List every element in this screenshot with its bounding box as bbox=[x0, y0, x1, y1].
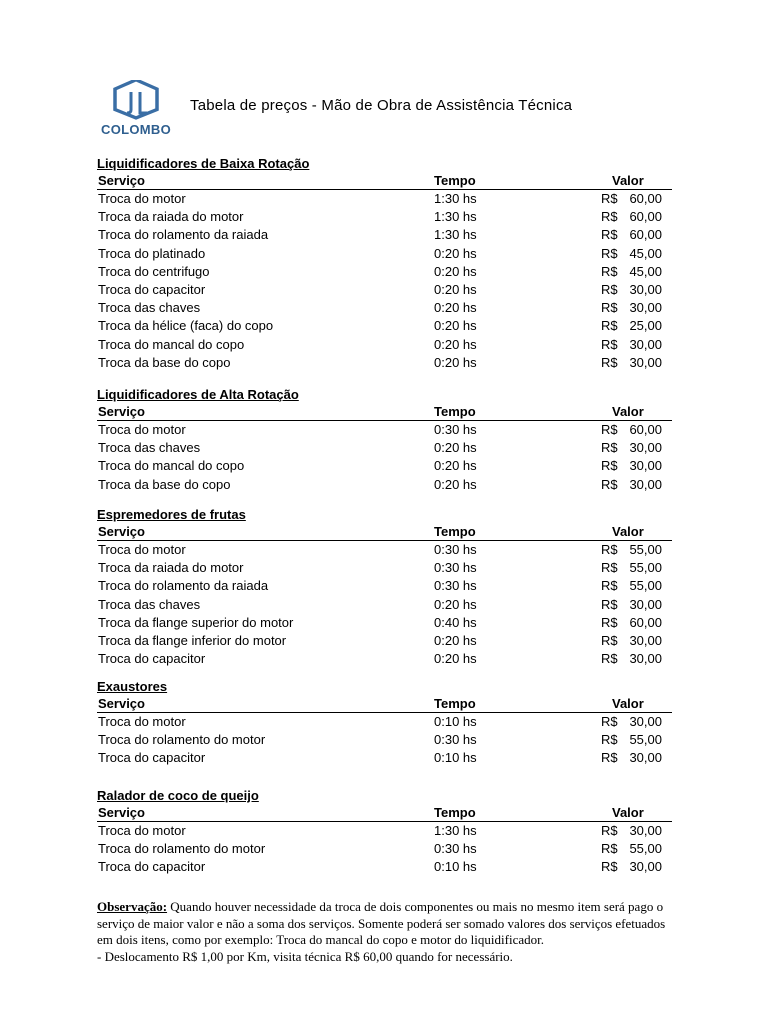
table-row bbox=[97, 541, 672, 559]
service-cell: Troca do motor bbox=[98, 714, 186, 729]
service-cell: Troca do centrifugo bbox=[98, 263, 210, 279]
table-row bbox=[97, 190, 672, 208]
service-cell: Troca das chaves bbox=[98, 596, 201, 612]
currency-cell: R$ bbox=[601, 245, 618, 261]
service-cell: Troca do motor bbox=[98, 191, 186, 206]
table-row bbox=[97, 632, 672, 650]
time-cell: 0:30 hs bbox=[434, 560, 477, 576]
value-cell: 30,00 bbox=[629, 458, 662, 474]
service-cell: Troca do capacitor bbox=[98, 859, 206, 875]
service-cell: Troca do rolamento da raiada bbox=[98, 578, 269, 594]
colombo-hexagon-icon bbox=[110, 80, 162, 124]
price-section bbox=[97, 506, 672, 668]
time-cell: 0:20 hs bbox=[434, 440, 477, 456]
time-cell: 1:30 hs bbox=[434, 191, 477, 206]
header-service: Serviço bbox=[98, 173, 145, 188]
table-row bbox=[97, 354, 672, 372]
time-cell: 0:10 hs bbox=[434, 714, 477, 729]
header-value: Valor bbox=[612, 805, 644, 820]
table-header bbox=[97, 172, 672, 190]
table-row bbox=[97, 421, 672, 439]
logo-text: COLOMBO bbox=[101, 122, 171, 137]
currency-cell: R$ bbox=[601, 458, 618, 474]
time-cell: 1:30 hs bbox=[434, 209, 477, 225]
section-title: Espremedores de frutas bbox=[97, 507, 246, 522]
table-row bbox=[97, 596, 672, 614]
currency-cell: R$ bbox=[601, 614, 618, 630]
header-value: Valor bbox=[612, 524, 644, 539]
value-cell: 55,00 bbox=[629, 732, 662, 748]
value-cell: 30,00 bbox=[629, 281, 662, 297]
currency-cell: R$ bbox=[601, 440, 618, 456]
table-row bbox=[97, 263, 672, 281]
time-cell: 1:30 hs bbox=[434, 823, 477, 838]
currency-cell: R$ bbox=[601, 632, 618, 648]
time-cell: 0:20 hs bbox=[434, 300, 477, 316]
currency-cell: R$ bbox=[601, 191, 618, 206]
time-cell: 0:20 hs bbox=[434, 354, 477, 370]
time-cell: 0:20 hs bbox=[434, 651, 477, 667]
price-section bbox=[97, 386, 672, 494]
value-cell: 55,00 bbox=[629, 542, 662, 557]
time-cell: 0:20 hs bbox=[434, 318, 477, 334]
observation-note: - Deslocamento R$ 1,00 por Km, visita técnica R$ 60,00 quando for necessário. bbox=[97, 948, 513, 964]
table-row bbox=[97, 476, 672, 494]
table-row bbox=[97, 281, 672, 299]
header-service: Serviço bbox=[98, 696, 145, 711]
time-cell: 0:40 hs bbox=[434, 614, 477, 630]
section-title: Liquidificadores de Baixa Rotação bbox=[97, 156, 310, 171]
table-header bbox=[97, 804, 672, 822]
price-section bbox=[97, 678, 672, 768]
header-value: Valor bbox=[612, 696, 644, 711]
table-row bbox=[97, 457, 672, 475]
value-cell: 30,00 bbox=[629, 440, 662, 456]
table-header bbox=[97, 403, 672, 421]
service-cell: Troca da raiada do motor bbox=[98, 209, 244, 225]
time-cell: 0:30 hs bbox=[434, 841, 477, 857]
time-cell: 0:20 hs bbox=[434, 245, 477, 261]
service-cell: Troca do rolamento do motor bbox=[98, 841, 266, 857]
header-service: Serviço bbox=[98, 524, 145, 539]
currency-cell: R$ bbox=[601, 841, 618, 857]
table-row bbox=[97, 713, 672, 731]
time-cell: 0:20 hs bbox=[434, 336, 477, 352]
section-title: Exaustores bbox=[97, 679, 168, 694]
value-cell: 60,00 bbox=[629, 191, 662, 206]
header-time: Tempo bbox=[434, 173, 476, 188]
currency-cell: R$ bbox=[601, 476, 618, 492]
table-row bbox=[97, 317, 672, 335]
currency-cell: R$ bbox=[601, 263, 618, 279]
time-cell: 0:30 hs bbox=[434, 578, 477, 594]
table-row bbox=[97, 858, 672, 876]
value-cell: 55,00 bbox=[629, 578, 662, 594]
header-time: Tempo bbox=[434, 805, 476, 820]
currency-cell: R$ bbox=[601, 209, 618, 225]
value-cell: 30,00 bbox=[629, 336, 662, 352]
time-cell: 0:20 hs bbox=[434, 596, 477, 612]
value-cell: 30,00 bbox=[629, 596, 662, 612]
service-cell: Troca do capacitor bbox=[98, 651, 206, 667]
service-cell: Troca da base do copo bbox=[98, 476, 231, 492]
currency-cell: R$ bbox=[601, 651, 618, 667]
value-cell: 60,00 bbox=[629, 422, 662, 437]
table-row bbox=[97, 577, 672, 595]
time-cell: 0:20 hs bbox=[434, 458, 477, 474]
time-cell: 0:20 hs bbox=[434, 263, 477, 279]
header-service: Serviço bbox=[98, 805, 145, 820]
service-cell: Troca do rolamento do motor bbox=[98, 732, 266, 748]
value-cell: 30,00 bbox=[629, 823, 662, 838]
value-cell: 30,00 bbox=[629, 632, 662, 648]
table-row bbox=[97, 614, 672, 632]
observation-label: Observação: bbox=[97, 899, 168, 914]
observation-text: Quando houver necessidade da troca de dois componentes ou mais no mesmo item será pago o serviço de maior valor e não a soma dos serviços. Somente poderá ser somado valores dos serviços efetuados em dois itens, como por exemplo: Troca do mancal do copo e motor do liquidificador. bbox=[97, 899, 666, 947]
currency-cell: R$ bbox=[601, 859, 618, 875]
page-title: Tabela de preços - Mão de Obra de Assistência Técnica bbox=[190, 97, 573, 114]
header-service: Serviço bbox=[98, 404, 145, 419]
value-cell: 30,00 bbox=[629, 714, 662, 729]
currency-cell: R$ bbox=[601, 714, 618, 729]
header-time: Tempo bbox=[434, 696, 476, 711]
service-cell: Troca do capacitor bbox=[98, 281, 206, 297]
currency-cell: R$ bbox=[601, 732, 618, 748]
value-cell: 60,00 bbox=[629, 614, 662, 630]
value-cell: 30,00 bbox=[629, 354, 662, 370]
service-cell: Troca do capacitor bbox=[98, 750, 206, 766]
currency-cell: R$ bbox=[601, 300, 618, 316]
value-cell: 30,00 bbox=[629, 476, 662, 492]
currency-cell: R$ bbox=[601, 318, 618, 334]
currency-cell: R$ bbox=[601, 750, 618, 766]
currency-cell: R$ bbox=[601, 227, 618, 243]
time-cell: 0:10 hs bbox=[434, 750, 477, 766]
section-title: Ralador de coco de queijo bbox=[97, 788, 259, 803]
value-cell: 30,00 bbox=[629, 651, 662, 667]
time-cell: 0:20 hs bbox=[434, 632, 477, 648]
table-row bbox=[97, 245, 672, 263]
service-cell: Troca das chaves bbox=[98, 300, 201, 316]
currency-cell: R$ bbox=[601, 596, 618, 612]
table-row bbox=[97, 840, 672, 858]
value-cell: 30,00 bbox=[629, 300, 662, 316]
table-row bbox=[97, 749, 672, 767]
header-value: Valor bbox=[612, 173, 644, 188]
price-section bbox=[97, 787, 672, 877]
time-cell: 0:30 hs bbox=[434, 422, 477, 437]
table-row bbox=[97, 208, 672, 226]
table-header bbox=[97, 523, 672, 541]
time-cell: 0:30 hs bbox=[434, 732, 477, 748]
price-section bbox=[97, 155, 672, 372]
value-cell: 25,00 bbox=[629, 318, 662, 334]
service-cell: Troca do rolamento da raiada bbox=[98, 227, 269, 243]
service-cell: Troca da flange inferior do motor bbox=[98, 632, 287, 648]
service-cell: Troca da hélice (faca) do copo bbox=[98, 318, 274, 334]
value-cell: 45,00 bbox=[629, 263, 662, 279]
currency-cell: R$ bbox=[601, 578, 618, 594]
currency-cell: R$ bbox=[601, 354, 618, 370]
time-cell: 0:10 hs bbox=[434, 859, 477, 875]
time-cell: 0:30 hs bbox=[434, 542, 477, 557]
header-value: Valor bbox=[612, 404, 644, 419]
time-cell: 0:20 hs bbox=[434, 281, 477, 297]
header-time: Tempo bbox=[434, 524, 476, 539]
service-cell: Troca da base do copo bbox=[98, 354, 231, 370]
colombo-logo bbox=[96, 80, 176, 140]
table-row bbox=[97, 650, 672, 668]
table-row bbox=[97, 822, 672, 840]
value-cell: 30,00 bbox=[629, 750, 662, 766]
currency-cell: R$ bbox=[601, 336, 618, 352]
table-row bbox=[97, 226, 672, 244]
value-cell: 55,00 bbox=[629, 560, 662, 576]
time-cell: 1:30 hs bbox=[434, 227, 477, 243]
header-time: Tempo bbox=[434, 404, 476, 419]
value-cell: 60,00 bbox=[629, 209, 662, 225]
value-cell: 60,00 bbox=[629, 227, 662, 243]
time-cell: 0:20 hs bbox=[434, 476, 477, 492]
currency-cell: R$ bbox=[601, 823, 618, 838]
service-cell: Troca do motor bbox=[98, 542, 186, 557]
table-row bbox=[97, 731, 672, 749]
observation-block bbox=[97, 899, 677, 965]
table-row bbox=[97, 299, 672, 317]
value-cell: 30,00 bbox=[629, 859, 662, 875]
currency-cell: R$ bbox=[601, 560, 618, 576]
service-cell: Troca do mancal do copo bbox=[98, 458, 245, 474]
value-cell: 45,00 bbox=[629, 245, 662, 261]
observation-paragraph bbox=[97, 899, 677, 949]
service-cell: Troca do motor bbox=[98, 422, 186, 437]
service-cell: Troca do motor bbox=[98, 823, 186, 838]
value-cell: 55,00 bbox=[629, 841, 662, 857]
table-row bbox=[97, 439, 672, 457]
service-cell: Troca do platinado bbox=[98, 245, 206, 261]
table-header bbox=[97, 695, 672, 713]
service-cell: Troca das chaves bbox=[98, 440, 201, 456]
service-cell: Troca da raiada do motor bbox=[98, 560, 244, 576]
currency-cell: R$ bbox=[601, 542, 618, 557]
table-row bbox=[97, 559, 672, 577]
table-row bbox=[97, 336, 672, 354]
service-cell: Troca da flange superior do motor bbox=[98, 614, 294, 630]
currency-cell: R$ bbox=[601, 422, 618, 437]
service-cell: Troca do mancal do copo bbox=[98, 336, 245, 352]
currency-cell: R$ bbox=[601, 281, 618, 297]
section-title: Liquidificadores de Alta Rotação bbox=[97, 387, 299, 402]
